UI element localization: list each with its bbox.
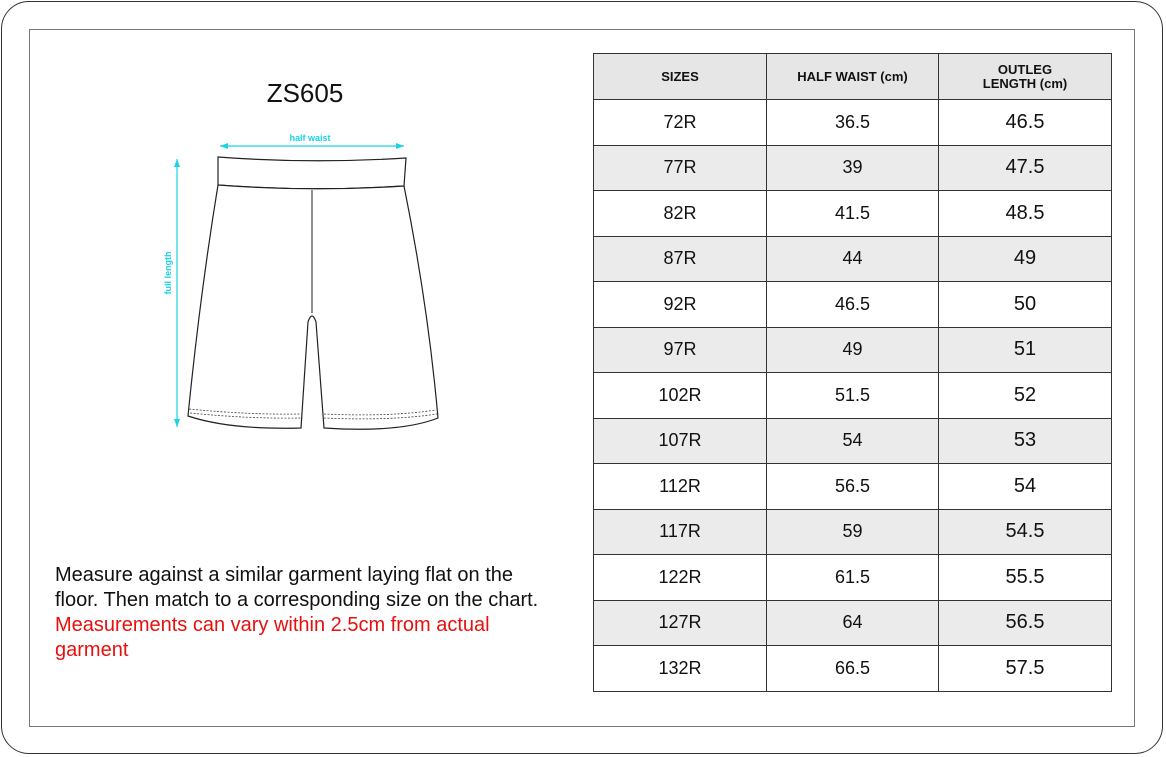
header-outleg-length <box>939 54 1112 100</box>
outleg-length-cell: 49 <box>939 236 1112 282</box>
outleg-length-cell: 57.5 <box>939 646 1112 692</box>
product-code: ZS605 <box>266 78 344 108</box>
size-cell: 77R <box>594 145 767 191</box>
table-row <box>594 236 1112 282</box>
half-waist-cell: 46.5 <box>767 282 939 328</box>
table-row <box>594 191 1112 237</box>
half-waist-cell: 41.5 <box>767 191 939 237</box>
outleg-length-cell: 51 <box>939 327 1112 373</box>
size-cell: 102R <box>594 373 767 419</box>
outleg-length-cell: 46.5 <box>939 100 1112 146</box>
header-outleg-line2: LENGTH (cm) <box>982 75 1068 91</box>
outleg-length-cell: 50 <box>939 282 1112 328</box>
table-row <box>594 464 1112 510</box>
half-waist-cell: 66.5 <box>767 646 939 692</box>
half-waist-cell: 39 <box>767 145 939 191</box>
outleg-length-cell: 55.5 <box>939 555 1112 601</box>
size-cell: 107R <box>594 418 767 464</box>
half-waist-cell: 64 <box>767 600 939 646</box>
table-row <box>594 555 1112 601</box>
table-row <box>594 327 1112 373</box>
size-cell: 117R <box>594 509 767 555</box>
size-cell: 127R <box>594 600 767 646</box>
table-header-row <box>594 54 1112 100</box>
outleg-length-cell: 52 <box>939 373 1112 419</box>
outleg-length-cell: 54.5 <box>939 509 1112 555</box>
table-row <box>594 373 1112 419</box>
half-waist-arrow-left <box>220 143 228 149</box>
table-row <box>594 646 1112 692</box>
half-waist-cell: 56.5 <box>767 464 939 510</box>
outleg-length-cell: 48.5 <box>939 191 1112 237</box>
measurement-instruction: Measure against a similar garment laying flat on the floor. Then match to a corresponding size on the chart. <box>55 564 539 611</box>
measurement-notes <box>55 563 555 663</box>
header-sizes: SIZES <box>594 54 767 100</box>
size-cell: 132R <box>594 646 767 692</box>
half-waist-cell: 49 <box>767 327 939 373</box>
half-waist-cell: 61.5 <box>767 555 939 601</box>
outleg-length-cell: 54 <box>939 464 1112 510</box>
size-cell: 112R <box>594 464 767 510</box>
size-cell: 82R <box>594 191 767 237</box>
table-row <box>594 600 1112 646</box>
table-row <box>594 418 1112 464</box>
waistband <box>218 157 406 189</box>
table-row <box>594 282 1112 328</box>
full-length-arrow-top <box>174 159 180 167</box>
header-outleg-line1: OUTLEG <box>997 61 1053 77</box>
size-cell: 122R <box>594 555 767 601</box>
measurement-warning: Measurements can vary within 2.5cm from actual garment <box>55 614 490 661</box>
half-waist-label: half waist <box>289 133 331 143</box>
half-waist-cell: 51.5 <box>767 373 939 419</box>
half-waist-cell: 59 <box>767 509 939 555</box>
size-cell: 87R <box>594 236 767 282</box>
half-waist-arrow-right <box>396 143 404 149</box>
table-row <box>594 100 1112 146</box>
shorts-diagram <box>150 125 450 445</box>
full-length-arrow-bottom <box>174 419 180 427</box>
size-cell: 72R <box>594 100 767 146</box>
size-cell: 92R <box>594 282 767 328</box>
full-length-label: full length <box>163 251 173 295</box>
size-rows <box>594 100 1112 692</box>
shorts-body <box>188 185 438 429</box>
half-waist-cell: 36.5 <box>767 100 939 146</box>
header-half-waist: HALF WAIST (cm) <box>767 54 939 100</box>
table-row <box>594 145 1112 191</box>
size-chart-table <box>593 53 1112 692</box>
outleg-length-cell: 47.5 <box>939 145 1112 191</box>
outleg-length-cell: 56.5 <box>939 600 1112 646</box>
table-row <box>594 509 1112 555</box>
half-waist-cell: 54 <box>767 418 939 464</box>
half-waist-cell: 44 <box>767 236 939 282</box>
size-cell: 97R <box>594 327 767 373</box>
outleg-length-cell: 53 <box>939 418 1112 464</box>
